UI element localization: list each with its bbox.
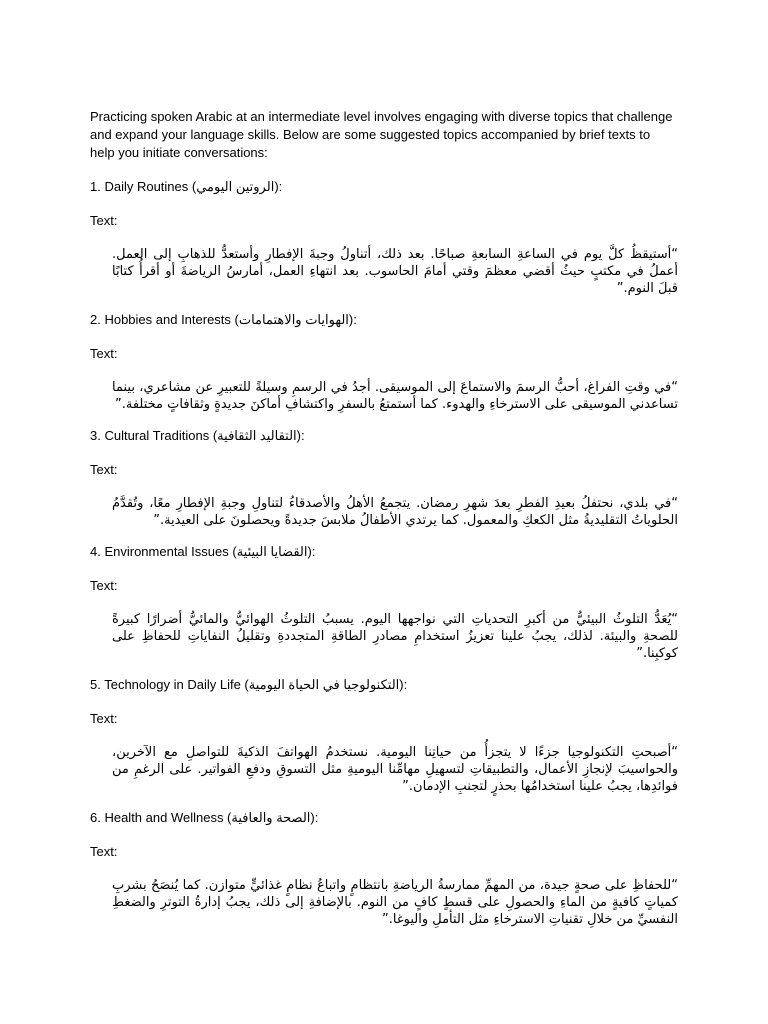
topic-section-technology bbox=[90, 676, 678, 809]
intro-paragraph: Practicing spoken Arabic at an intermediate level involves engaging with diverse topics that challenge and expand your language skills. Below are some suggested topics accompanied by brief texts to help you initiate conversations: bbox=[90, 109, 673, 160]
arabic-paragraph: “أستيقظُ كلَّ يوم في الساعةِ السابعةِ صباحًا. بعد ذلك، أتناولُ وجبةَ الإفطارِ وأستعدُّ للذهابِ إلى العمل. أعملُ في مكتبٍ حيثُ أقضي معظمَ وقتي أمامَ الحاسوب. بعد انتهاءِ العمل، أمارسُ الرياضةَ أو أقرأُ كتابًا قبلَ النوم.” bbox=[112, 247, 678, 296]
arabic-paragraph: “يُعَدُّ التلوثُ البيئيُّ من أكبرِ التحدياتِ التي نواجهها اليوم. يسببُ التلوثُ الهوائيُّ والمائيُّ أضرارًا كبيرةً للصحةِ والبيئة. لذلك، يجبُ علينا تعزيزُ استخدامِ مصادرِ الطاقةِ المتجددةِ وتقليلُ النفاياتِ للحفاظِ على كوكبِنا.” bbox=[112, 612, 678, 661]
topic-heading: 3. Cultural Traditions (التقاليد الثقافية): bbox=[90, 428, 305, 443]
topic-section-cultural-traditions bbox=[90, 427, 678, 543]
text-label: Text: bbox=[90, 213, 118, 228]
text-label: Text: bbox=[90, 462, 118, 477]
topic-section-environmental-issues bbox=[90, 543, 678, 676]
arabic-paragraph: “في بلدي، نحتفلُ بعيدِ الفطرِ بعدَ شهرِ رمضان. يتجمعُ الأهلُ والأصدقاءُ لتناولِ وجبةِ الإفطارِ معًا، وتُقدَّمُ الحلوياتُ التقليديةُ مثل الكعكِ والمعمول. كما يرتدي الأطفالُ ملابسَ جديدةً ويحصلونَ على العيدية.” bbox=[112, 496, 678, 528]
arabic-paragraph: “أصبحتِ التكنولوجيا جزءًا لا يتجزأُ من حياتِنا اليومية. نستخدمُ الهواتفَ الذكيةَ للتواصلِ مع الآخرين، والحواسيبَ لإنجازِ الأعمال، والتطبيقاتِ لتسهيلِ مهامِّنا اليوميةِ مثل التسوقِ ودفعِ الفواتير. على الرغمِ من فوائدِها، يجبُ علينا استخدامُها بحذرٍ لتجنبِ الإدمان.” bbox=[112, 745, 678, 794]
topic-heading: 5. Technology in Daily Life (التكنولوجيا في الحياة اليومية): bbox=[90, 677, 408, 692]
topic-heading: 2. Hobbies and Interests (الهوايات والاهتمامات): bbox=[90, 312, 357, 327]
text-label: Text: bbox=[90, 711, 118, 726]
text-label: Text: bbox=[90, 844, 118, 859]
topic-heading: 4. Environmental Issues (القضايا البيئية): bbox=[90, 544, 316, 559]
topic-section-daily-routines bbox=[90, 178, 678, 311]
arabic-paragraph: “في وقتِ الفراغ، أحبُّ الرسمَ والاستماعَ إلى الموسيقى. أجدُ في الرسمِ وسيلةً للتعبيرِ عن مشاعري، بينما تساعدني الموسيقى على الاسترخاءِ والهدوء. كما أستمتعُ بالسفرِ واكتشافِ أماكنَ جديدةٍ وثقافاتٍ مختلفة.” bbox=[112, 380, 678, 412]
topic-section-hobbies bbox=[90, 311, 678, 427]
topic-heading: 1. Daily Routines (الروتين اليومي): bbox=[90, 179, 283, 194]
text-label: Text: bbox=[90, 578, 118, 593]
topic-heading: 6. Health and Wellness (الصحة والعافية): bbox=[90, 810, 319, 825]
arabic-paragraph: “للحفاظِ على صحةٍ جيدة، من المهمِّ ممارسةُ الرياضةِ بانتظامٍ واتباعُ نظامٍ غذائيٍّ متوازن. كما يُنصَحُ بشربِ كمياتٍ كافيةٍ من الماءِ والحصولِ على قسطٍ كافٍ من النوم. بالإضافةِ إلى ذلك، يجبُ إدارةُ التوترِ والضغطِ النفسيِّ من خلالِ تقنياتِ الاسترخاءِ مثل التأملِ واليوغا.” bbox=[112, 878, 678, 927]
topic-section-health bbox=[90, 809, 678, 928]
text-label: Text: bbox=[90, 346, 118, 361]
